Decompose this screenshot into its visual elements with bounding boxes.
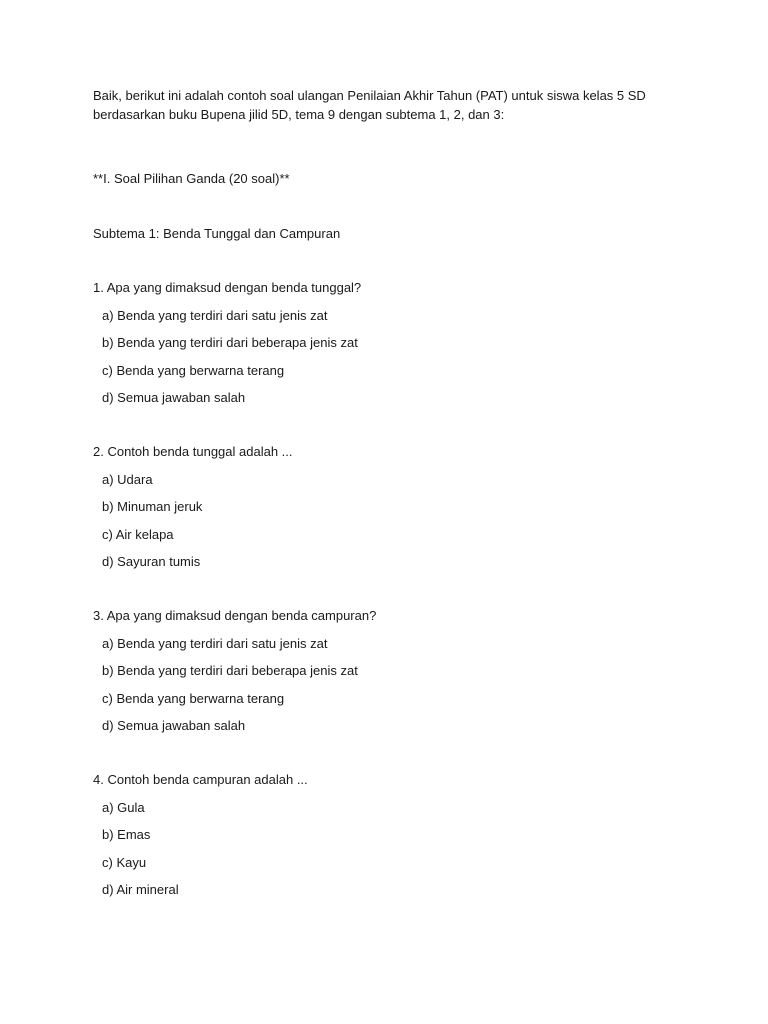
option-b: b) Benda yang terdiri dari beberapa jenis zat	[102, 335, 358, 350]
intro-paragraph	[93, 86, 693, 124]
option-d: d) Sayuran tumis	[102, 554, 201, 569]
option-c: c) Air kelapa	[102, 526, 174, 542]
option-b: b) Emas	[102, 827, 151, 842]
subtema-heading: Subtema 1: Benda Tunggal dan Campuran	[93, 226, 341, 241]
section-heading: **I. Soal Pilihan Ganda (20 soal)**	[93, 171, 290, 186]
question-text: 3. Apa yang dimaksud dengan benda campuran?	[93, 608, 377, 623]
option-d: d) Air mineral	[102, 882, 179, 897]
option-a: a) Benda yang terdiri dari satu jenis zat	[102, 307, 328, 323]
option-c: c) Kayu	[102, 854, 147, 870]
option-b: b) Benda yang terdiri dari beberapa jenis zat	[102, 663, 358, 678]
document-page	[93, 86, 693, 899]
option-d: d) Semua jawaban salah	[102, 718, 246, 733]
option-a: a) Benda yang terdiri dari satu jenis zat	[102, 635, 328, 651]
option-d: d) Semua jawaban salah	[102, 390, 246, 405]
intro-line-1: Baik, berikut ini adalah contoh soal ulangan Penilaian Akhir Tahun (PAT) untuk siswa kelas 5 SD	[93, 88, 646, 103]
question-2	[93, 442, 693, 571]
question-4	[93, 770, 693, 899]
option-c: c) Benda yang berwarna terang	[102, 690, 285, 706]
option-b: b) Minuman jeruk	[102, 499, 203, 514]
question-text: 1. Apa yang dimaksud dengan benda tunggal?	[93, 280, 362, 295]
question-text: 4. Contoh benda campuran adalah ...	[93, 772, 308, 787]
intro-line-2: berdasarkan buku Bupena jilid 5D, tema 9 dengan subtema 1, 2, dan 3:	[93, 107, 505, 122]
question-3	[93, 606, 693, 735]
option-a: a) Udara	[102, 471, 153, 487]
question-1	[93, 278, 693, 407]
option-c: c) Benda yang berwarna terang	[102, 362, 285, 378]
option-a: a) Gula	[102, 799, 145, 815]
question-text: 2. Contoh benda tunggal adalah ...	[93, 444, 293, 459]
